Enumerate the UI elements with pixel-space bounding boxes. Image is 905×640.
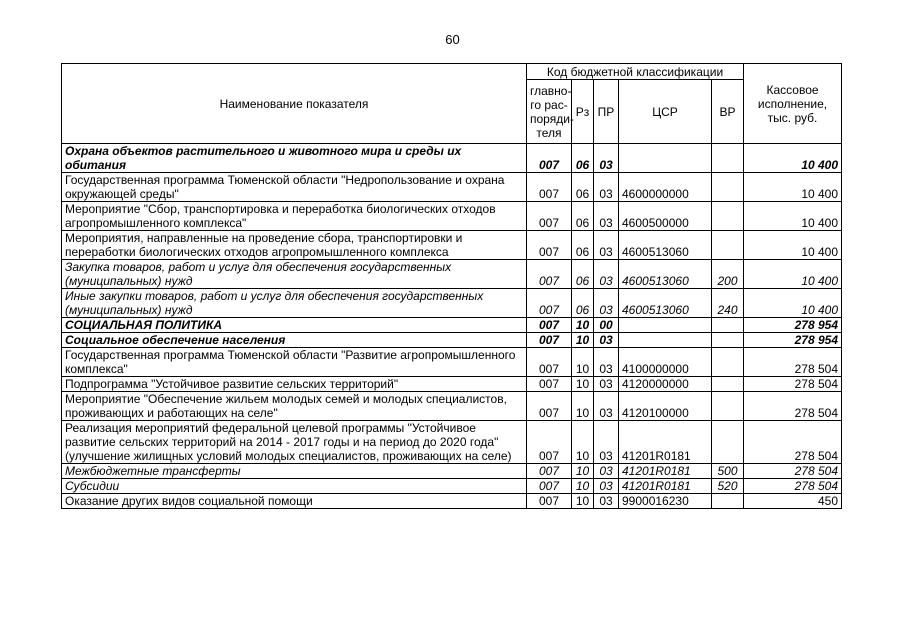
cell-rz: 06: [572, 173, 594, 202]
cell-pr: 00: [594, 318, 619, 333]
cell-rz: 10: [572, 464, 594, 479]
cell-rz: 10: [572, 494, 594, 509]
table-row: [62, 464, 842, 479]
cell-rz: 10: [572, 348, 594, 377]
cell-rz: 10: [572, 421, 594, 464]
cell-csr: 4600513060: [619, 231, 712, 260]
cell-rz: 10: [572, 479, 594, 494]
header-vr: ВР: [712, 80, 744, 144]
cell-amount: 450: [744, 494, 842, 509]
cell-name: Иные закупки товаров, работ и услуг для обеспечения государственных (муниципальных) нужд: [62, 289, 527, 318]
cell-csr: 41201R0181: [619, 479, 712, 494]
cell-name: Закупка товаров, работ и услуг для обеспечения государственных (муниципальных) нужд: [62, 260, 527, 289]
cell-rz: 10: [572, 392, 594, 421]
cell-csr: 4600513060: [619, 260, 712, 289]
table-body: [62, 144, 842, 509]
table-row: [62, 231, 842, 260]
cell-pr: 03: [594, 173, 619, 202]
cell-name: СОЦИАЛЬНАЯ ПОЛИТИКА: [62, 318, 527, 333]
cell-csr: 4600513060: [619, 289, 712, 318]
cell-pr: 03: [594, 479, 619, 494]
cell-name: Реализация мероприятий федеральной целевой программы "Устойчивое развитие сельских территорий на 2014 - 2017 годы и на период до 2020 года" (улучшение жилищных условий молодых специалистов, проживающих на селе): [62, 421, 527, 464]
cell-pr: 03: [594, 421, 619, 464]
cell-name: Субсидии: [62, 479, 527, 494]
cell-grbs: 007: [527, 348, 572, 377]
cell-grbs: 007: [527, 173, 572, 202]
cell-grbs: 007: [527, 202, 572, 231]
cell-amount: 278 954: [744, 333, 842, 348]
cell-pr: 03: [594, 464, 619, 479]
cell-amount: 278 504: [744, 348, 842, 377]
cell-name: Охрана объектов растительного и животного мира и среды их обитания: [62, 144, 527, 173]
cell-amount: 278 504: [744, 479, 842, 494]
table-row: [62, 260, 842, 289]
table-row: [62, 421, 842, 464]
cell-amount: 278 504: [744, 464, 842, 479]
cell-amount: 278 954: [744, 318, 842, 333]
table-row: [62, 479, 842, 494]
cell-rz: 10: [572, 318, 594, 333]
cell-pr: 03: [594, 377, 619, 392]
cell-grbs: 007: [527, 260, 572, 289]
cell-amount: 278 504: [744, 392, 842, 421]
cell-vr: [712, 421, 744, 464]
table-row: [62, 494, 842, 509]
cell-pr: 03: [594, 494, 619, 509]
cell-vr: 500: [712, 464, 744, 479]
cell-name: Оказание других видов социальной помощи: [62, 494, 527, 509]
table-row: [62, 318, 842, 333]
cell-grbs: 007: [527, 289, 572, 318]
table-row: [62, 202, 842, 231]
cell-amount: 10 400: [744, 231, 842, 260]
table-row: [62, 173, 842, 202]
cell-csr: 4120000000: [619, 377, 712, 392]
cell-rz: 06: [572, 231, 594, 260]
cell-vr: [712, 318, 744, 333]
cell-name: Мероприятия, направленные на проведение сбора, транспортировки и переработки биологических отходов агропромышленного комплекса: [62, 231, 527, 260]
table-row: [62, 144, 842, 173]
cell-csr: [619, 318, 712, 333]
cell-name: Государственная программа Тюменской области "Недропользование и охрана окружающей среды": [62, 173, 527, 202]
cell-pr: 03: [594, 289, 619, 318]
table-row: [62, 289, 842, 318]
cell-name: Межбюджетные трансферты: [62, 464, 527, 479]
cell-rz: 06: [572, 202, 594, 231]
cell-vr: 200: [712, 260, 744, 289]
cell-csr: 4600000000: [619, 173, 712, 202]
cell-pr: 03: [594, 144, 619, 173]
cell-rz: 10: [572, 333, 594, 348]
cell-pr: 03: [594, 231, 619, 260]
cell-grbs: 007: [527, 144, 572, 173]
cell-csr: 4600500000: [619, 202, 712, 231]
cell-grbs: 007: [527, 318, 572, 333]
header-name: Наименование показателя: [62, 64, 527, 144]
cell-name: Социальное обеспечение населения: [62, 333, 527, 348]
header-grbs: главно-го рас-поряди-теля: [527, 80, 572, 144]
header-csr: ЦСР: [619, 80, 712, 144]
cell-amount: 10 400: [744, 144, 842, 173]
cell-name: Мероприятие "Сбор, транспортировка и переработка биологических отходов агропромышленного комплекса": [62, 202, 527, 231]
cell-grbs: 007: [527, 377, 572, 392]
header-amount: Кассовое исполнение, тыс. руб.: [744, 64, 842, 144]
cell-vr: [712, 392, 744, 421]
cell-rz: 06: [572, 144, 594, 173]
cell-csr: 41201R0181: [619, 421, 712, 464]
cell-grbs: 007: [527, 494, 572, 509]
cell-name: Мероприятие "Обеспечение жильем молодых семей и молодых специалистов, проживающих и работающих на селе": [62, 392, 527, 421]
cell-vr: [712, 202, 744, 231]
header-rz: Рз: [572, 80, 594, 144]
cell-rz: 10: [572, 377, 594, 392]
cell-csr: [619, 333, 712, 348]
cell-grbs: 007: [527, 333, 572, 348]
cell-vr: [712, 144, 744, 173]
budget-table: [61, 63, 842, 509]
header-classification: Код бюджетной классификации: [527, 64, 744, 80]
table-row: [62, 392, 842, 421]
cell-csr: 9900016230: [619, 494, 712, 509]
cell-pr: 03: [594, 202, 619, 231]
cell-rz: 06: [572, 260, 594, 289]
cell-pr: 03: [594, 260, 619, 289]
cell-amount: 10 400: [744, 260, 842, 289]
cell-pr: 03: [594, 348, 619, 377]
cell-pr: 03: [594, 392, 619, 421]
cell-vr: [712, 494, 744, 509]
cell-vr: [712, 377, 744, 392]
cell-vr: [712, 173, 744, 202]
cell-vr: [712, 231, 744, 260]
cell-name: Подпрограмма "Устойчивое развитие сельских территорий": [62, 377, 527, 392]
header-pr: ПР: [594, 80, 619, 144]
cell-csr: 4100000000: [619, 348, 712, 377]
cell-vr: [712, 348, 744, 377]
table-row: [62, 348, 842, 377]
cell-vr: [712, 333, 744, 348]
cell-name: Государственная программа Тюменской области "Развитие агропромышленного комплекса": [62, 348, 527, 377]
cell-grbs: 007: [527, 231, 572, 260]
table-row: [62, 333, 842, 348]
cell-csr: [619, 144, 712, 173]
cell-grbs: 007: [527, 479, 572, 494]
cell-rz: 06: [572, 289, 594, 318]
table-row: [62, 377, 842, 392]
cell-grbs: 007: [527, 392, 572, 421]
cell-amount: 10 400: [744, 289, 842, 318]
cell-amount: 278 504: [744, 377, 842, 392]
page-number: 60: [445, 32, 460, 47]
cell-grbs: 007: [527, 464, 572, 479]
cell-pr: 03: [594, 333, 619, 348]
cell-csr: 41201R0181: [619, 464, 712, 479]
cell-amount: 278 504: [744, 421, 842, 464]
cell-vr: 520: [712, 479, 744, 494]
cell-amount: 10 400: [744, 202, 842, 231]
cell-amount: 10 400: [744, 173, 842, 202]
cell-csr: 4120100000: [619, 392, 712, 421]
cell-vr: 240: [712, 289, 744, 318]
cell-grbs: 007: [527, 421, 572, 464]
